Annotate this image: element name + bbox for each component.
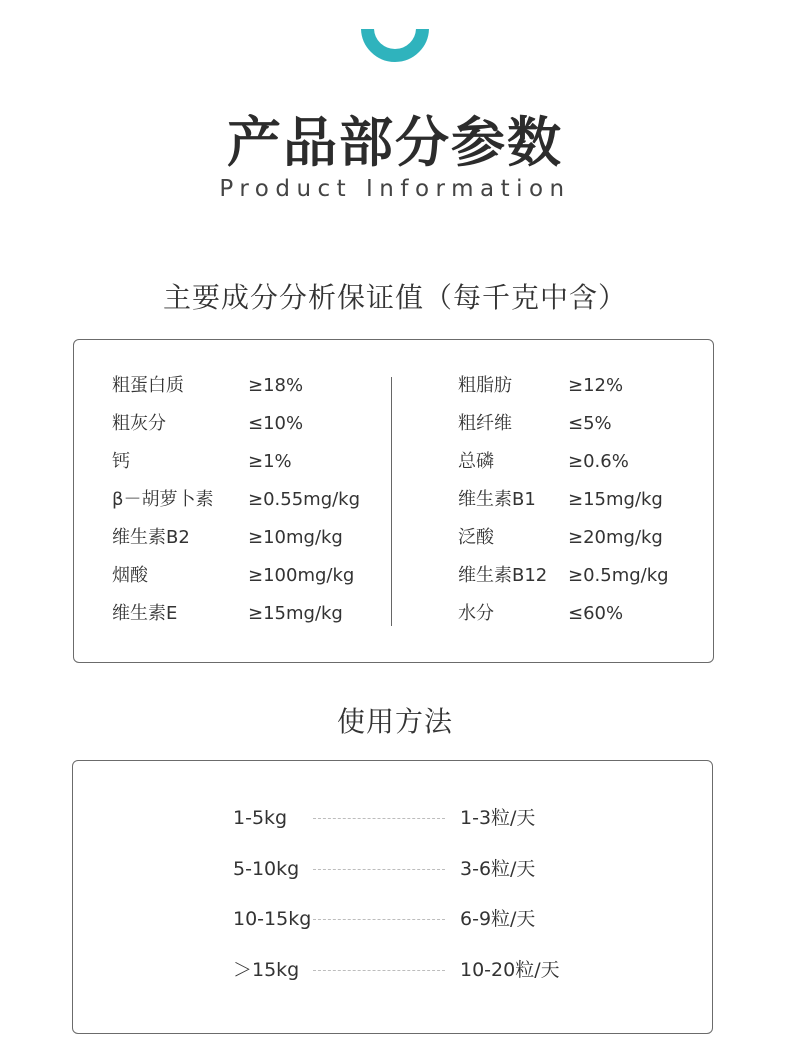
nutrient-value: ≥10mg/kg xyxy=(248,527,343,548)
nutrient-value: ≥20mg/kg xyxy=(568,527,663,548)
usage-dose: 3-6粒/天 xyxy=(460,857,536,880)
nutrient-name: 维生素B1 xyxy=(458,489,536,510)
decorative-arc xyxy=(361,0,429,62)
usage-weight: ＞15kg xyxy=(233,958,300,981)
nutrient-value: ≥100mg/kg xyxy=(248,565,355,586)
nutrient-value: ≤10% xyxy=(248,413,304,434)
usage-row xyxy=(73,903,714,935)
nutrient-row-right xyxy=(74,523,715,553)
nutrient-value: ≥15mg/kg xyxy=(568,489,663,510)
nutrient-name: 水分 xyxy=(458,603,494,624)
nutrition-title: 主要成分分析保证值（每千克中含） xyxy=(162,281,627,314)
dashed-leader xyxy=(313,919,445,920)
usage-dose: 1-3粒/天 xyxy=(460,807,536,829)
nutrient-name: 烟酸 xyxy=(112,565,148,586)
nutrient-value: ≥18% xyxy=(248,375,304,396)
usage-panel xyxy=(72,760,713,1034)
usage-row xyxy=(73,802,714,834)
nutrient-row-right xyxy=(74,371,715,401)
nutrition-panel xyxy=(73,339,714,663)
usage-row xyxy=(73,853,714,885)
nutrient-name: 粗灰分 xyxy=(112,413,166,434)
nutrient-row-right xyxy=(74,485,715,515)
nutrient-name: 粗纤维 xyxy=(458,413,512,434)
usage-title: 使用方法 xyxy=(336,705,453,738)
nutrient-name: 钙 xyxy=(112,451,130,472)
nutrient-name: 总磷 xyxy=(458,451,494,472)
nutrient-row-right xyxy=(74,447,715,477)
usage-weight: 10-15kg xyxy=(233,908,312,930)
nutrient-row-right xyxy=(74,409,715,439)
nutrient-row-right xyxy=(74,599,715,629)
page-subtitle: Product Information xyxy=(219,176,571,202)
dashed-leader xyxy=(313,970,445,971)
nutrient-value: ≥1% xyxy=(248,451,292,472)
nutrient-name: 粗脂肪 xyxy=(458,375,512,396)
usage-dose: 6-9粒/天 xyxy=(460,908,536,930)
nutrient-name: β－胡萝卜素 xyxy=(112,489,214,510)
nutrient-value: ≥0.5mg/kg xyxy=(568,565,669,586)
dashed-leader xyxy=(313,869,445,870)
dashed-leader xyxy=(313,818,445,819)
page-title: 产品部分参数 xyxy=(227,111,563,174)
nutrient-row-right xyxy=(74,561,715,591)
nutrient-value: ≥15mg/kg xyxy=(248,603,343,624)
nutrient-value: ≥12% xyxy=(568,375,624,396)
nutrient-name: 泛酸 xyxy=(458,527,494,548)
usage-row xyxy=(73,954,714,986)
nutrient-name: 维生素B12 xyxy=(458,565,548,586)
nutrient-name: 维生素B2 xyxy=(112,527,190,548)
nutrient-value: ≤60% xyxy=(568,603,624,624)
nutrient-value: ≥0.55mg/kg xyxy=(248,489,361,510)
nutrient-name: 维生素E xyxy=(112,603,178,624)
usage-dose: 10-20粒/天 xyxy=(460,958,560,981)
nutrient-value: ≥0.6% xyxy=(568,451,629,472)
usage-weight: 1-5kg xyxy=(233,807,288,829)
usage-weight: 5-10kg xyxy=(233,857,300,880)
nutrient-value: ≤5% xyxy=(568,413,612,434)
nutrient-name: 粗蛋白质 xyxy=(112,375,184,396)
